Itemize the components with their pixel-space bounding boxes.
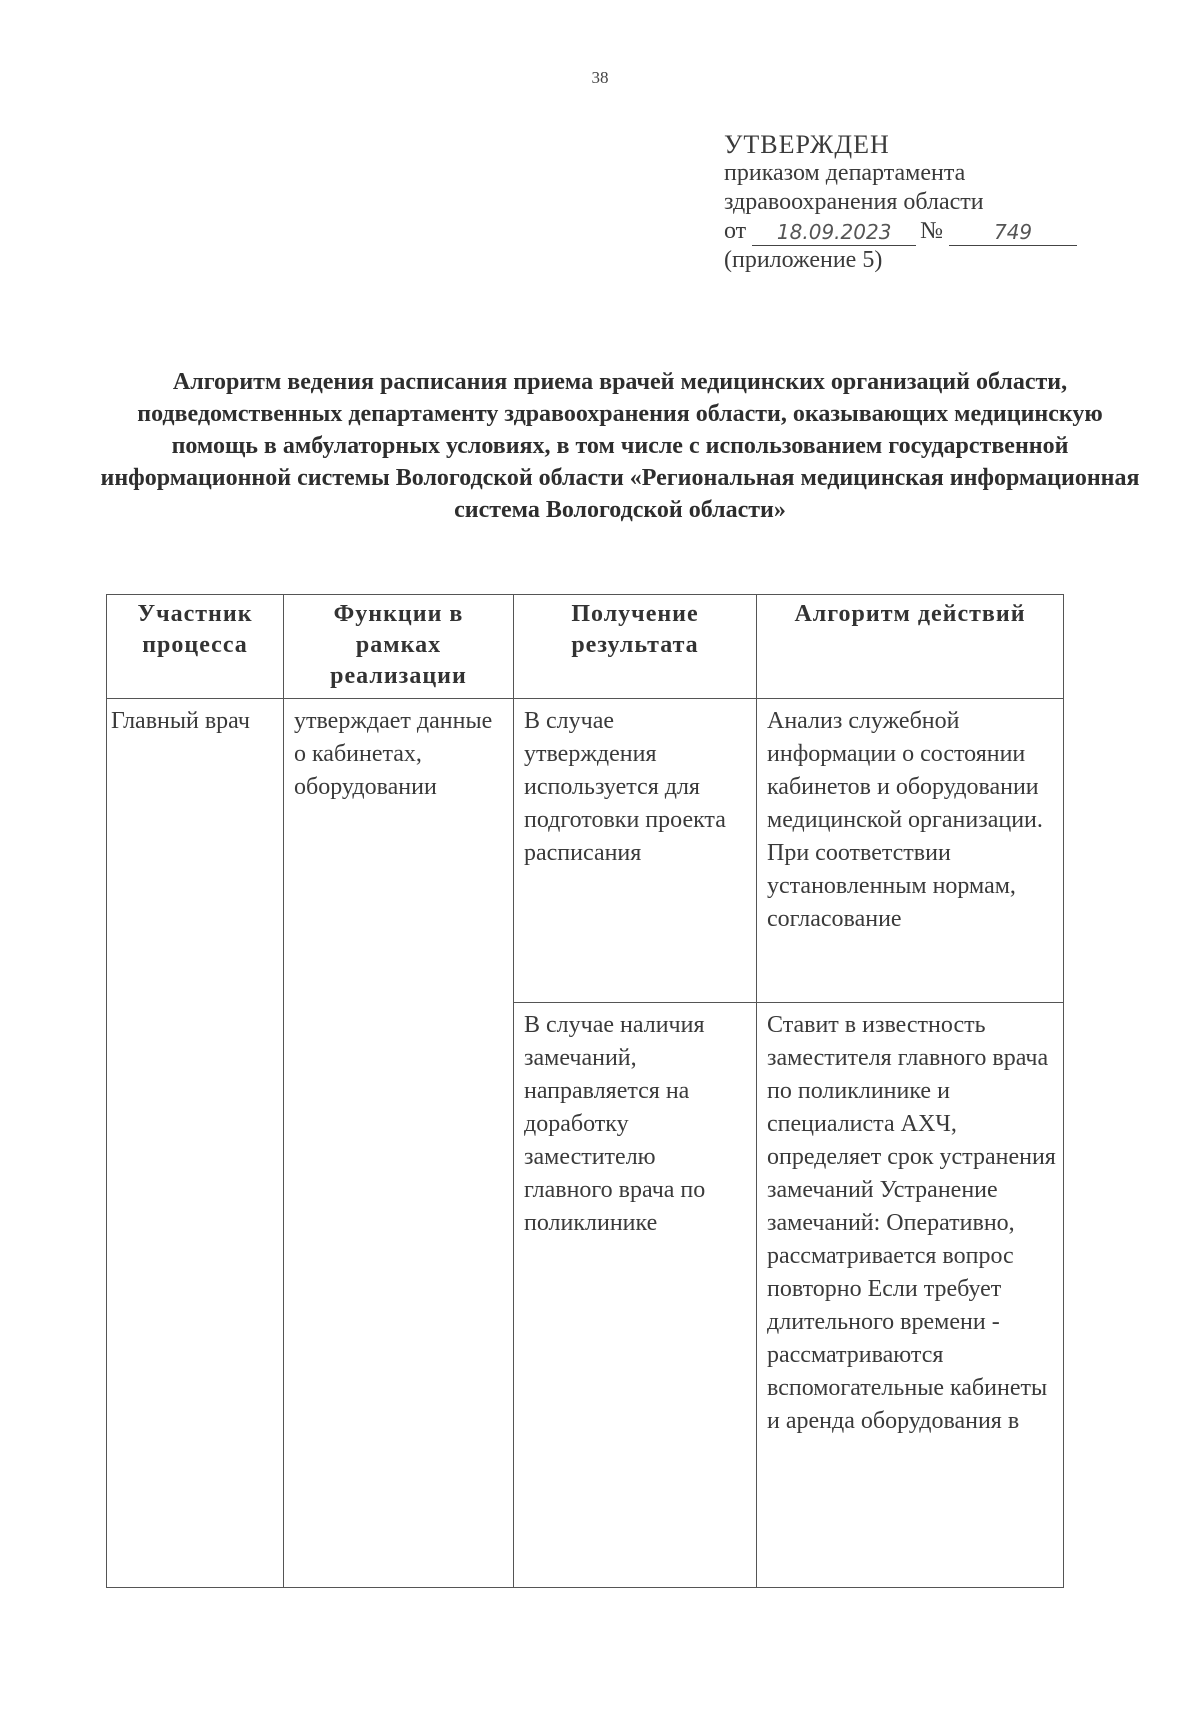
result-cell: В случае утверждения используется для подготовки проекта расписания [514, 699, 757, 1003]
approval-line-2: здравоохранения области [724, 189, 984, 215]
approval-line-1: приказом департамента [724, 160, 966, 186]
page-number: 38 [591, 68, 609, 87]
order-number: 749 [949, 219, 1077, 246]
process-table [106, 594, 1064, 1588]
header-algorithm: Алгоритм действий [757, 595, 1064, 699]
approval-heading: УТВЕРЖДЕН [724, 130, 890, 159]
result-cell: В случае наличия замечаний, направляется на доработку заместителю главного врача по поликлинике [514, 1003, 757, 1588]
header-participant: Участник процесса [107, 595, 284, 699]
participant-cell: Главный врач [107, 699, 284, 1588]
header-result: Получение результата [514, 595, 757, 699]
algorithm-cell: Анализ служебной информации о состоянии кабинетов и оборудовании медицинской организации. При соответствии установленным нормам, согласование [757, 699, 1064, 1003]
from-label: от [724, 218, 747, 244]
table-row [107, 699, 1064, 1003]
order-date: 18.09.2023 [752, 219, 916, 246]
header-functions: Функции в рамках реализации [284, 595, 514, 699]
algorithm-cell: Ставит в известность заместителя главного врача по поликлинике и специалиста АХЧ, определяет срок устранения замечаний Устранение замечаний: Оперативно, рассматривается вопрос повторно Если требует длительного времени - рассматриваются вспомогательные кабинеты и аренда оборудования в [757, 1003, 1064, 1588]
order-date-number-line [724, 217, 1124, 246]
appendix-note: (приложение 5) [724, 247, 883, 273]
function-cell: утверждает данные о кабинетах, оборудовании [284, 699, 514, 1588]
number-label: № [920, 218, 944, 244]
approval-stamp [724, 130, 1124, 275]
document-title: Алгоритм ведения расписания приема врачей медицинских организаций области, подведомственных департаменту здравоохранения области, оказывающих медицинскую помощь в амбулаторных условиях, в том числе с использованием государственной информационной системы Вологодской области «Региональная медицинская информационная система Вологодской области» [100, 369, 1140, 523]
